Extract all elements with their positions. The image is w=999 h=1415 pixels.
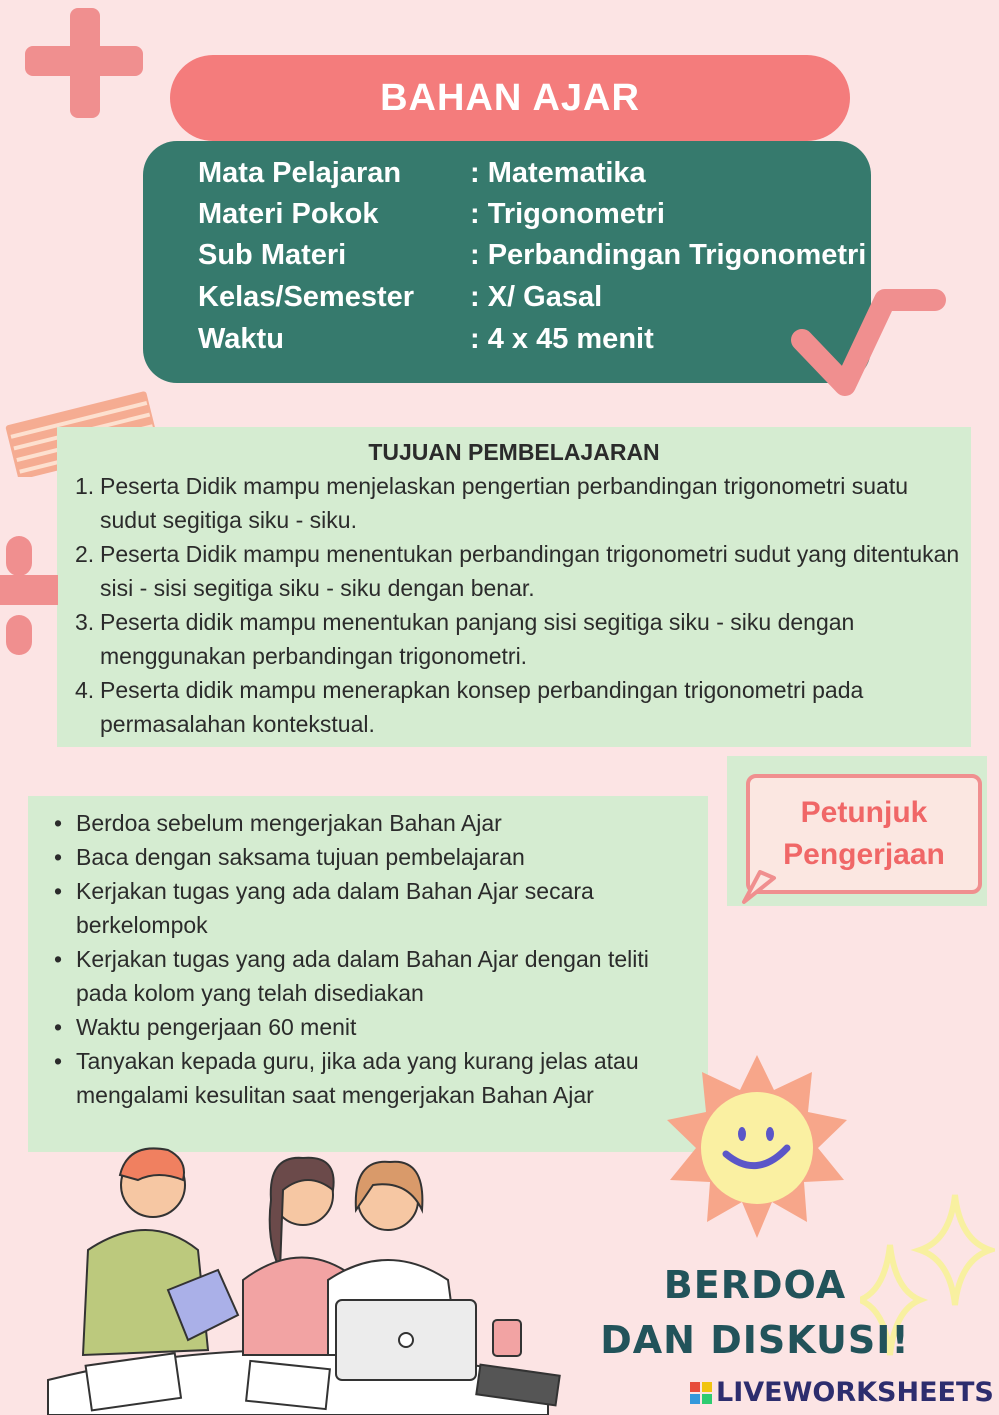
goal-item xyxy=(75,469,965,537)
instruction-text: Kerjakan tugas yang ada dalam Bahan Ajar secara berkelompok xyxy=(76,878,594,938)
bullet-icon: • xyxy=(54,844,63,870)
info-value: : Perbandingan Trigonometri xyxy=(470,239,867,271)
list-item xyxy=(54,840,674,874)
info-value: : Trigonometri xyxy=(470,198,665,230)
info-value: : X/ Gasal xyxy=(470,281,603,313)
goal-item xyxy=(75,605,965,673)
info-row xyxy=(198,157,646,190)
info-panel xyxy=(143,141,871,383)
info-row xyxy=(198,239,866,272)
instruction-text: Berdoa sebelum mengerjakan Bahan Ajar xyxy=(76,810,502,836)
goal-item xyxy=(75,537,965,605)
petunjuk-line: Petunjuk xyxy=(800,796,928,829)
bullet-icon: • xyxy=(54,1048,63,1074)
petunjuk-label xyxy=(746,774,982,894)
watermark-text: LIVEWORKSHEETS xyxy=(716,1377,994,1408)
plus-sign-decoration xyxy=(25,46,143,76)
goal-text: Peserta Didik mampu menjelaskan pengertian perbandingan trigonometri suatu sudut segitiga siku - siku. xyxy=(100,473,909,533)
bullet-icon: • xyxy=(54,946,63,972)
goal-number: 4. xyxy=(75,677,95,703)
goals-title: TUJUAN PEMBELAJARAN xyxy=(368,439,660,465)
divide-sign-decoration xyxy=(0,575,58,605)
info-label: Sub Materi xyxy=(198,239,347,271)
info-row xyxy=(198,281,602,314)
info-label: Materi Pokok xyxy=(198,198,379,230)
instruction-text: Waktu pengerjaan 60 menit xyxy=(76,1014,357,1040)
goal-text: Peserta Didik mampu menentukan perbandingan trigonometri sudut yang ditentukan sisi - sisi segitiga siku - siku dengan benar. xyxy=(100,541,960,601)
goal-number: 3. xyxy=(75,609,95,635)
info-row xyxy=(198,323,654,356)
instructions-panel xyxy=(28,796,708,1152)
info-value: : Matematika xyxy=(470,157,646,189)
info-label: Waktu xyxy=(198,323,284,355)
slogan-line: BERDOA xyxy=(663,1263,847,1307)
goal-number: 2. xyxy=(75,541,95,567)
students-illustration xyxy=(28,1140,588,1415)
liveworksheets-logo-icon xyxy=(690,1382,712,1404)
page-title: BAHAN AJAR xyxy=(170,55,850,141)
instruction-text: Tanyakan kepada guru, jika ada yang kurang jelas atau mengalami kesulitan saat mengerjakan Bahan Ajar xyxy=(76,1048,639,1108)
slogan-line: DAN DISKUSI! xyxy=(600,1318,910,1362)
bullet-icon: • xyxy=(54,810,63,836)
watermark xyxy=(690,1377,994,1408)
list-item xyxy=(54,1010,674,1044)
sun-icon xyxy=(662,1050,852,1240)
divide-sign-decoration xyxy=(6,536,32,576)
goal-number: 1. xyxy=(75,473,95,499)
square-root-icon xyxy=(790,280,950,410)
divide-sign-decoration xyxy=(6,615,32,655)
speech-tail-icon xyxy=(738,870,778,906)
instruction-text: Kerjakan tugas yang ada dalam Bahan Ajar dengan teliti pada kolom yang telah disediakan xyxy=(76,946,649,1006)
list-item xyxy=(54,942,674,1010)
list-item xyxy=(54,806,674,840)
list-item xyxy=(54,1044,654,1112)
bullet-icon: • xyxy=(54,1014,63,1040)
info-row xyxy=(198,198,665,231)
goal-item xyxy=(75,673,965,741)
info-value: : 4 x 45 menit xyxy=(470,323,654,355)
instruction-text: Baca dengan saksama tujuan pembelajaran xyxy=(76,844,525,870)
goal-text: Peserta didik mampu menentukan panjang sisi segitiga siku - siku dengan menggunakan perbandingan trigonometri. xyxy=(100,609,855,669)
list-item xyxy=(54,874,654,942)
info-label: Kelas/Semester xyxy=(198,281,415,313)
petunjuk-line: Pengerjaan xyxy=(783,838,945,871)
goal-text: Peserta didik mampu menerapkan konsep perbandingan trigonometri pada permasalahan kontekstual. xyxy=(100,677,864,737)
learning-goals-panel xyxy=(57,427,971,747)
bullet-icon: • xyxy=(54,878,63,904)
info-label: Mata Pelajaran xyxy=(198,157,402,189)
